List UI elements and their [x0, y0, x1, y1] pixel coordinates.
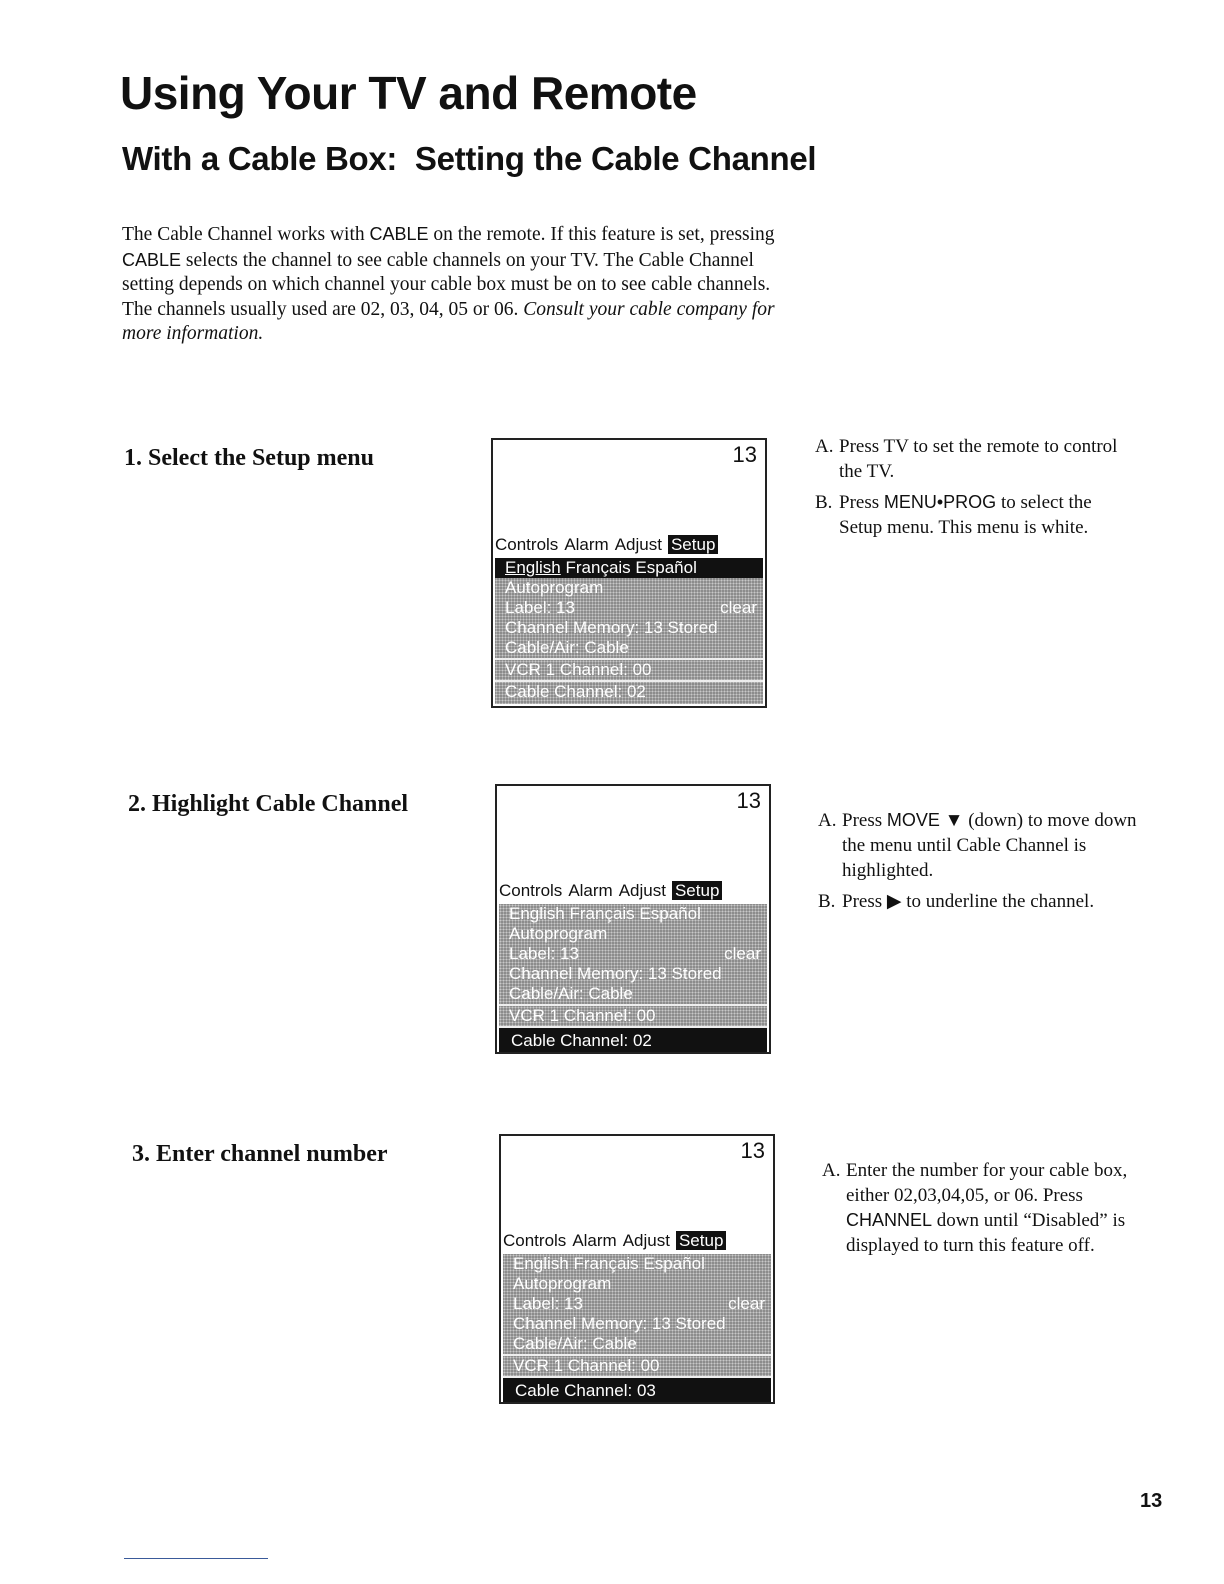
menu-row-label [495, 598, 763, 618]
menu-body [503, 1254, 771, 1400]
intro-key-cable-1: CABLE [369, 224, 429, 244]
menu-row-cable-air [503, 1334, 771, 1354]
menu-row-autoprogram [495, 578, 763, 598]
intro-paragraph [122, 222, 782, 347]
row-action: clear [728, 1294, 765, 1313]
row-label: Channel Memory: 13 Stored [509, 964, 722, 983]
menu-row-cable-air [495, 638, 763, 658]
row-label: Label: 13 [509, 944, 579, 963]
row-action: clear [724, 944, 761, 963]
menu-row-label [503, 1294, 771, 1314]
instruction-text: Press TV to set the remote to control the TV. [839, 436, 1118, 482]
menu-row-vcr1 [495, 658, 763, 680]
step-title-text: Select the Setup menu [148, 445, 374, 471]
tab-controls: Controls [495, 535, 559, 554]
instruction-b [818, 889, 1138, 914]
tab-setup: Setup [676, 1231, 726, 1250]
instruction-text: Press [842, 891, 887, 912]
menu-row-channel-memory [503, 1314, 771, 1334]
page-subtitle [122, 140, 816, 178]
menu-row-cable-channel-highlighted [503, 1376, 771, 1404]
instruction-text: to select the Setup menu. This menu is white. [839, 492, 1092, 538]
tv-screen-step-2 [495, 784, 771, 1054]
menu-row-autoprogram [503, 1274, 771, 1294]
row-label: Cable Channel: [515, 1381, 633, 1400]
tab-setup: Setup [668, 535, 718, 554]
step-2-instructions [818, 808, 1138, 920]
intro-text-3: selects the channel to see cable channels on your TV. The Cable Channel setting depends on which channel your cable box must be on to see cable channels. The channels usually used are 02, 03, 04, 05 or 06. [122, 249, 771, 320]
row-label: Cable Channel: [511, 1031, 629, 1050]
footer-rule [124, 1558, 268, 1559]
step-1-instructions [815, 434, 1135, 546]
subtitle-part-2: Setting the Cable Channel [414, 140, 817, 177]
menu-row-cable-air [499, 984, 767, 1004]
tab-alarm: Alarm [568, 881, 613, 900]
page-number: 13 [1140, 1490, 1163, 1512]
tab-alarm: Alarm [564, 535, 609, 554]
instruction-a [815, 434, 1135, 484]
instruction-text: down until “Disabled” is displayed to turn this feature off. [846, 1210, 1126, 1256]
step-title-text: Enter channel number [156, 1141, 388, 1167]
cable-channel-value: 02 [632, 1031, 652, 1050]
tab-adjust: Adjust [622, 1231, 670, 1250]
row-label: Label: 13 [513, 1294, 583, 1313]
tab-controls: Controls [503, 1231, 567, 1250]
tab-controls: Controls [499, 881, 563, 900]
instruction-marker: B. [815, 492, 833, 513]
instruction-text: Press [842, 810, 887, 831]
instruction-marker: A. [822, 1160, 841, 1181]
tab-setup: Setup [672, 881, 722, 900]
instruction-marker: B. [818, 891, 836, 912]
lang-espanol: Español [643, 1254, 705, 1273]
right-arrow-icon: ▶ [886, 891, 902, 912]
intro-text-1: The Cable Channel works with [122, 224, 370, 245]
tab-adjust: Adjust [618, 881, 666, 900]
row-label: Autoprogram [513, 1274, 612, 1293]
subtitle-part-1: With a Cable Box: [122, 140, 398, 177]
lang-francais: Français [569, 904, 635, 923]
step-number: 3. [132, 1141, 150, 1167]
channel-number: 13 [740, 1138, 765, 1163]
cable-channel-value: 03 [636, 1381, 656, 1400]
tv-screen-step-1 [491, 438, 767, 708]
row-label: VCR 1 Channel: 00 [505, 660, 652, 679]
row-label: Channel Memory: 13 Stored [513, 1314, 726, 1333]
menu-bar [499, 878, 767, 904]
menu-row-cable-channel [495, 680, 763, 702]
menu-body [495, 558, 763, 704]
step-title-text: Highlight Cable Channel [152, 791, 409, 817]
down-arrow-icon: ▼ [939, 810, 969, 831]
key-menu-prog: MENU•PROG [883, 492, 997, 512]
row-label: Cable/Air: Cable [513, 1334, 637, 1353]
instruction-text: Press [839, 492, 884, 513]
menu-row-cable-channel-highlighted [499, 1026, 767, 1054]
step-1-title [124, 445, 374, 472]
step-3-instructions [822, 1158, 1142, 1264]
menu-row-channel-memory [495, 618, 763, 638]
step-number: 1. [124, 445, 142, 471]
lang-espanol: Español [635, 558, 697, 577]
lang-english: English [513, 1254, 569, 1273]
row-label: Cable/Air: Cable [509, 984, 633, 1003]
menu-row-vcr1 [503, 1354, 771, 1376]
step-3-title [132, 1141, 388, 1168]
page-title: Using Your TV and Remote [120, 67, 697, 119]
channel-number: 13 [732, 442, 757, 467]
tab-alarm: Alarm [572, 1231, 617, 1250]
instruction-marker: A. [818, 810, 837, 831]
row-label: Label: 13 [505, 598, 575, 617]
instruction-text: (down) to move down the menu until Cable Channel is highlighted. [842, 810, 1137, 881]
tab-adjust: Adjust [614, 535, 662, 554]
instruction-a [822, 1158, 1142, 1258]
step-2-title [128, 791, 408, 818]
row-action: clear [720, 598, 757, 617]
menu-row-channel-memory [499, 964, 767, 984]
menu-row-language [495, 558, 763, 578]
menu-row-language [503, 1254, 771, 1274]
menu-row-autoprogram [499, 924, 767, 944]
row-label: Autoprogram [505, 578, 604, 597]
menu-body [499, 904, 767, 1050]
cable-channel-value: 02 [626, 682, 646, 701]
instruction-text: to underline the channel. [901, 891, 1095, 912]
lang-english: English [509, 904, 565, 923]
lang-espanol: Español [639, 904, 701, 923]
key-channel: CHANNEL [846, 1210, 933, 1230]
lang-francais: Français [573, 1254, 639, 1273]
intro-italic-note: Consult your cable company for more information. [122, 298, 775, 344]
step-number: 2. [128, 791, 146, 817]
row-label: VCR 1 Channel: 00 [513, 1356, 660, 1375]
menu-row-vcr1 [499, 1004, 767, 1026]
intro-text-2: on the remote. If this feature is set, pressing [428, 224, 775, 245]
menu-bar [503, 1228, 771, 1254]
row-label: Autoprogram [509, 924, 608, 943]
instruction-a [818, 808, 1138, 883]
lang-english: English [505, 558, 561, 577]
row-label: VCR 1 Channel: 00 [509, 1006, 656, 1025]
row-label: Cable/Air: Cable [505, 638, 629, 657]
lang-francais: Français [565, 558, 631, 577]
menu-bar [495, 532, 763, 558]
instruction-text: Enter the number for your cable box, either 02,03,04,05, or 06. Press [846, 1160, 1128, 1206]
row-label: Cable Channel: [505, 682, 623, 701]
tv-screen-step-3 [499, 1134, 775, 1404]
instruction-b [815, 490, 1135, 540]
menu-row-label [499, 944, 767, 964]
row-label: Channel Memory: 13 Stored [505, 618, 718, 637]
intro-key-cable-2: CABLE [122, 249, 182, 270]
instruction-marker: A. [815, 436, 834, 457]
channel-number: 13 [736, 788, 761, 813]
key-move: MOVE [886, 810, 940, 830]
menu-row-language [499, 904, 767, 924]
